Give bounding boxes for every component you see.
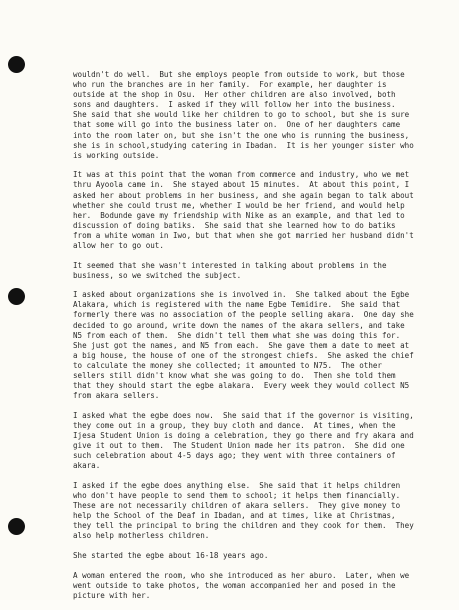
punch-hole-top xyxy=(8,56,25,73)
paragraph-egbe-helps: I asked if the egbe does anything else. She said that it helps children who don't have people to send them to school; it helps them financially. These are not necessarily children of akara sellers. They give money to help the School of the Deaf in Ibadan, and at times, like at Christmas, they tell the principal to bring the children and they cook for them. They also help motherless children. xyxy=(73,480,414,541)
paragraph-egbe-activities: I asked what the egbe does now. She said that if the governor is visiting, they come out in a group, they buy cloth and dance. At times, when the Ijesa Student Union is doing a celebration, they go there and fry akara and give it out to them. The Student Union made her its patron. She did one such celebration about 4-5 days ago; they went with three containers of akara. xyxy=(73,410,414,471)
paragraph-egbe-start: She started the egbe about 16-18 years ago. xyxy=(73,550,269,560)
punch-hole-bottom xyxy=(8,518,25,535)
paragraph-business-family: wouldn't do well. But she employs people from outside to work, but those who run the branches are in her family. For example, her daughter is outside at the shop in Osu. Her other children are also involved, both sons and daughters. I asked if they will follow her into the business. She said that she would like her children to go to school, but she is sure that some will go into the business later on. One of her daughters came into the room later on, but she isn't the one who is running the business, she is in school,studying catering in Ibadan. It is her younger sister who is working outside. xyxy=(73,70,414,160)
paragraph-aburo: A woman entered the room, who she introduced as her aburo. Later, when we went outside to take photos, the woman accompanied her and posed in the picture with her. xyxy=(73,570,410,600)
punch-hole-middle xyxy=(8,288,25,305)
paragraph-switched-subject: It seemed that she wasn't interested in talking about problems in the business, so we switched the subject. xyxy=(73,260,387,280)
typed-text-body xyxy=(73,70,445,610)
paragraph-commerce-visit: It was at this point that the woman from commerce and industry, who we met thru Ayoola came in. She stayed about 15 minutes. At about this point, I asked her about problems in her business, and she again began to talk about whether she could trust me, whether I would be her friend, and would help her. Bodunde gave my friendship with Nike as an example, and that led to discussion of doing batiks. She said that she learned how to do batiks from a white woman in Iwo, but that when she got married her husband didn't allow her to go out. xyxy=(73,170,414,250)
paragraph-organizations: I asked about organizations she is involved in. She talked about the Egbe Alakara, which is registered with the name Egbe Temidire. She said that formerly there was no association of the people selling akara. One day she decided to go around, write down the names of the akara sellers, and take N5 from each of them. She didn't tell them what she was doing this for. She just got the names, and N5 from each. She gave them a date to meet at a big house, the house of one of the strongest chiefs. She asked the chief to calculate the money she collected; it amounted to N75. The other sellers still didn't know what she was going to do. Then she told them that they should start the egbe alakara. Every week they would collect N5 from akara sellers. xyxy=(73,290,414,401)
